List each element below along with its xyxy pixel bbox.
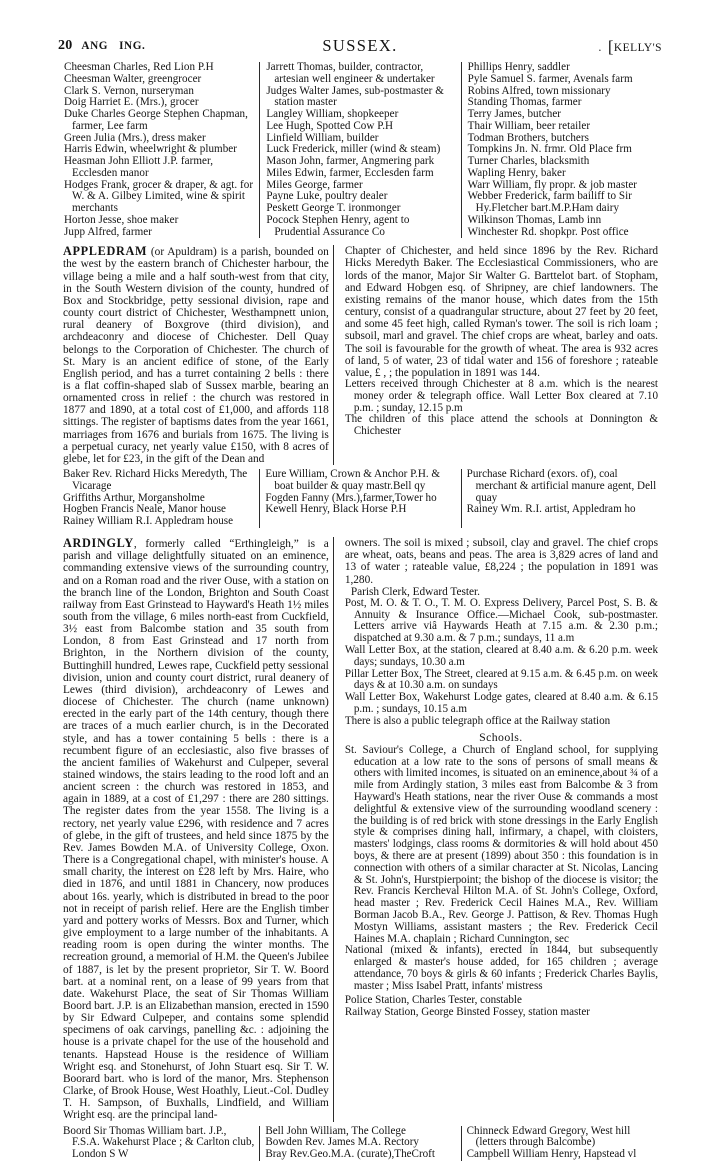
list-item: Griffiths Arthur, Morgansholme	[63, 491, 205, 504]
section-spacer	[58, 238, 662, 245]
schools-heading: Schools.	[479, 729, 523, 744]
page-number: 20	[58, 38, 73, 53]
list-item: Luck Frederick, miller (wind & steam)	[266, 143, 441, 156]
list-item: Boord Sir Thomas William bart. J.P., F.S.A. Wakehurst Place ; & Carlton club, London S W	[63, 1124, 255, 1161]
list-item: Rainey William R.I. Appledram house	[63, 515, 234, 528]
appledram-body-right: Chapter of Chichester, and held since 1896 by the Rev. Richard Hicks Meredyth Baker. The Ecclesiastical Commissioners, who are lords of the manor, Major Sir Walter G. Barttelot bart. of Stopham, and Edward Hobgen esq. of Shripney, are chief landowners. The existing remains of the manor house, which dates from the 15th century, consist of a quadrangular structure, about 27 feet by 20 feet, and some 45 feet high, called Ryman's tower. The soil is rich loam ; subsoil, marl and gravel. The chief crops are wheat, barley and oats. The soil is favourable for the growth of wheat. The area is 932 acres of land, 5 of water, 23 of tidal water and 156 of foreshore ; rateable value, £ , ; the population in 1891 was 144.	[344, 245, 658, 379]
appledram-private-residents	[58, 469, 259, 528]
angmering-trades-directory	[58, 62, 662, 238]
ardingly-police-station: Police Station, Charles Tester, constable	[344, 994, 522, 1007]
ardingly-section	[58, 537, 662, 1122]
list-item: Hogben Francis Neale, Manor house	[63, 503, 226, 516]
list-item: Pocock Stephen Henry, agent to Prudential Assurance Co	[266, 213, 410, 238]
list-item: Warr William, fly propr. & job master	[467, 178, 638, 191]
ardingly-telegraph-office: There is also a public telegraph office at the Railway station	[344, 714, 611, 727]
list-item: Robins Alfred, town missionary	[467, 84, 611, 97]
bracket-glyph: [	[607, 37, 614, 56]
list-item: Green Julia (Mrs.), dress maker	[64, 131, 206, 144]
ardingly-railway-station: Railway Station, George Binsted Fossey, station master	[344, 1006, 590, 1019]
list-item: Lee Hugh, Spotted Cow P.H	[266, 119, 394, 132]
section-spacer	[58, 528, 662, 537]
trades-column-3	[461, 62, 662, 238]
list-item: Duke Charles George Stephen Chapman, farmer, Lee farm	[64, 108, 248, 132]
appledram-description-left	[58, 245, 333, 465]
ardingly-post-office: Post, M. O. & T. O., T. M. O. Express Delivery, Parcel Post, S. B. & Annuity & Insurance Office.—Michael Cook, sub-postmaster. Letters arrive viâ Haywards Heath at 7.15 a.m. & 2.30 p.m.; dispatched at 9.30 a.m. & 7 p.m.; sundays, 11 a.m	[344, 596, 658, 645]
entry-headword: APPLEDRAM	[63, 244, 148, 259]
ardingly-private-column-1	[58, 1126, 259, 1161]
list-item: Miles George, farmer	[266, 178, 363, 191]
running-head-label-a: ANG	[81, 40, 109, 52]
list-item: Jarrett Thomas, builder, contractor, artesian well engineer & undertaker	[266, 61, 435, 85]
list-item: Linfield William, builder	[266, 131, 379, 144]
ardingly-description-left	[58, 537, 333, 1122]
ardingly-private-column-3	[461, 1126, 662, 1161]
list-item: Wilkinson Thomas, Lamb inn	[467, 213, 602, 226]
list-item: Purchase Richard (exors. of), coal merchant & artificial manure agent, Dell quay	[466, 468, 657, 504]
appledram-section	[58, 245, 662, 465]
list-item: Rainey Wm. R.I. artist, Appledram ho	[466, 503, 636, 516]
appledram-commercial-column-1	[259, 469, 460, 528]
list-item: Peskett George T. ironmonger	[266, 202, 401, 214]
list-item: Harris Edwin, wheelwright & plumber	[64, 143, 238, 156]
list-item: Bell John William, The College	[265, 1124, 406, 1137]
list-item: Langley William, shopkeeper	[266, 108, 399, 120]
list-item: Todman Brothers, butchers	[467, 131, 589, 144]
running-head-label-b: ING.	[119, 40, 146, 52]
list-item: Thair William, beer retailer	[467, 119, 591, 132]
page-title: SUSSEX.	[322, 36, 398, 55]
list-item: Standing Thomas, farmer	[467, 96, 582, 109]
list-item: Winchester Rd. shopkpr. Post office	[467, 225, 629, 238]
ardingly-pillar-letter-box: Pillar Letter Box, The Street, cleared at 9.15 a.m. & 6.45 p.m. on week days & at 10.30 a.m. on sundays	[344, 667, 658, 692]
ardingly-private-column-2	[259, 1126, 460, 1161]
list-item: Tompkins Jn. N. frmr. Old Place frm	[467, 143, 632, 156]
list-item: Phillips Henry, saddler	[467, 61, 570, 73]
ardingly-wall-letter-box-lodge: Wall Letter Box, Wakehurst Lodge gates, cleared at 8.40 a.m. & 6.15 p.m. ; sundays, 10.15 a.m	[344, 691, 658, 715]
list-item: Horton Jesse, shoe maker	[64, 213, 179, 226]
ardingly-text-column-right	[333, 537, 662, 1122]
ardingly-national-school: National (mixed & infants), erected in 1844, but subsequently enlarged & master's house added, for 165 children ; average attendance, 70 boys & girls & 60 infants ; Frederick Charles Baylis, master ; Miss Isabel Pratt, infants' mistress	[344, 944, 658, 992]
list-item: Webber Frederick, farm bailiff to Sir Hy.Fletcher bart.M.P.Ham dairy	[467, 190, 632, 214]
entry-headword: ARDINGLY	[63, 536, 134, 551]
list-item: Hodges Frank, grocer & draper, & agt. for W. & A. Gilbey Limited, wine & spirit merchants	[64, 178, 254, 214]
list-item: Kewell Henry, Black Horse P.H	[265, 503, 407, 516]
list-item: Pyle Samuel S. farmer, Avenals farm	[467, 72, 633, 85]
list-item: Doig Harriet E. (Mrs.), grocer	[64, 96, 199, 109]
list-item: Fogden Fanny (Mrs.),farmer,Tower ho	[265, 491, 437, 504]
appledram-residents-directory	[58, 469, 662, 528]
list-item: Jupp Alfred, farmer	[64, 225, 152, 238]
list-item: Bowden Rev. James M.A. Rectory	[265, 1136, 419, 1149]
list-item: Cheesman Walter, greengrocer	[64, 72, 202, 85]
appledram-schools-note: The children of this place attend the schools at Donnington & Chichester	[344, 413, 658, 438]
running-head	[58, 36, 662, 62]
list-item: Turner Charles, blacksmith	[467, 155, 590, 167]
list-item: Miles Edwin, farmer, Ecclesden farm	[266, 166, 434, 179]
ardingly-wall-letter-box-station: Wall Letter Box, at the station, cleared at 8.40 a.m. & 6.20 p.m. week days; sundays, 10.30 a.m	[344, 644, 658, 668]
appledram-text-column-right	[333, 245, 662, 465]
trades-column-1	[58, 62, 259, 238]
list-item: Heasman John Elliott J.P. farmer, Ecclesden manor	[64, 155, 214, 179]
ardingly-body-right: owners. The soil is mixed ; subsoil, clay and gravel. The chief crops are wheat, oats, beans and peas. The area is 3,829 acres of land and 13 of water ; rateable value, £8,224 ; the population in 1891 was 1,280.	[344, 537, 658, 586]
list-item: Clark S. Vernon, nurseryman	[64, 84, 194, 97]
ardingly-text-column-left	[58, 537, 333, 1122]
list-item: Judges Walter James, sub-postmaster & station master	[266, 84, 444, 109]
list-item: Mason John, farmer, Angmering park	[266, 155, 435, 167]
ardingly-st-saviours-college: St. Saviour's College, a Church of England school, for supplying education at a low rate to the sons of persons of small means & others with limited incomes, is situated on an eminence,about ¾ of a mile from Ardingly station, 3 miles east from Balcombe & 3 from Hayward's Heath stations, near the river Ouse & commands a most delightful & extensive view of the surrounding woodland scenery : the building is of red brick with stone dressings in the Early English style & comprises dining hall, infirmary, a chapel, with cloisters, masters' lodgings, class rooms & dormitories & will hold about 450 boys, & there are at present (1899) about 350 : this foundation is in connection with others of a similar character at St. Nicolas, Lancing & St. John's, Hurstpierpoint; the bishop of the diocese is visitor; the Rev. Francis Kercheval Hilton M.A. of St. John's College, Oxford, head master ; Rev. Frederick Cecil Haines M.A., Rev. William Borman Jacob B.A., Rev. George J. Pattison, & Rev. Thomas Hugh Mostyn Williams, assistant masters ; the Rev. Frederick Cecil Haines M.A. chaplain ; Richard Cunnington, sec	[344, 743, 658, 945]
list-item: Payne Luke, poultry dealer	[266, 190, 388, 203]
list-item: Eure William, Crown & Anchor P.H. & boat builder & quay mastr.Bell qy	[265, 468, 441, 492]
publisher-label: KELLY'S	[613, 42, 662, 54]
appledram-body-left: (or Apuldram) is a parish, bounded on the west by the eastern branch of Chichester harbour, the village being a mile and a half south-west from that city, in the South Western division of the county, hundred of Box and Stockbridge, petty sessional division, rape and county court district of Chichester, Westhampnett union, rural deanery of Boxgrove (third division), and archdeaconry and diocese of Chichester. Dell Quay belongs to the Corporation of Chichester. The church of St. Mary is an ancient edifice of stone, of the Early English period, and has a turret containing 2 bells : there is a flat coffin-shaped slab of Sussex marble, bearing an ornamented cross in relief : the church was restored in 1877 and 1890, at a total cost of £1,000, and affords 118 sittings. The register of baptisms dates from the year 1661, marriages from 1676 and burials from 1675. The living is a perpetual curacy, net yearly value £150, with 8 acres of glebe, let for £23, in the gift of the Dean and	[63, 246, 329, 465]
list-item: Terry James, butcher	[467, 108, 562, 120]
trades-column-2	[259, 62, 460, 238]
ardingly-parish-clerk: Parish Clerk, Edward Tester.	[350, 585, 480, 598]
list-item: Wapling Henry, baker	[467, 166, 566, 179]
running-head-right	[598, 37, 662, 57]
list-item: Chinneck Edward Gregory, West hill (letters through Balcombe)	[466, 1124, 631, 1149]
ardingly-residents-directory	[58, 1126, 662, 1161]
appledram-commercial-column-2	[461, 469, 662, 528]
list-item: Campbell William Henry, Hapstead vl	[466, 1148, 637, 1161]
appledram-text-column-left	[58, 245, 333, 465]
list-item: Bray Rev.Geo.M.A. (curate),TheCroft	[265, 1148, 435, 1161]
stray-mark: .	[598, 39, 602, 54]
appledram-post-info: Letters received through Chichester at 8 a.m. which is the nearest money order & telegraph office. Wall Letter Box cleared at 7.10 p.m. ; sunday, 12.15 p.m	[344, 377, 658, 414]
ardingly-body-left: , formerly called “Erthingleigh,” is a parish and village delightfully situated on an eminence, commanding extensive views of the surrounding country, and on a Roman road and the river Ouse, with a station on the branch line of the London, Brighton and South Coast railway from East Grinstead to Hayward's Heath 1½ miles south from the village, 6 miles north-east from Cuckfield, 3½ east from Balcombe station and 35 south from London, 8 from East Grinstead and 17 north from Brighton, in the Northern division of the county, Buttinghill hundred, Lewes rape, Cuckfield petty sessional division, union and county court district, rural deanery of Lewes (third division), archdeaconry of Lewes and diocese of Chichester. The church (name unknown) erected in the early part of the 14th century, though there are traces of a much earlier church, is in the Decorated style, and has a tower containing 5 bells : there is a recumbent figure of an ecclesiastic, also five brasses of the ancient families of Wakehurst and Culpeper, several stained windows, the stairs leading to the rood loft and an ancient screen : the church was restored in 1853, and again in 1889, at a cost of £1,297 : there are 280 sittings. The register dates from the year 1558. The living is a rectory, net yearly value £296, with residence and 7 acres of glebe, in the gift of trustees, and held since 1875 by the Rev. James Bowden M.A. of University College, Oxon. There is a Congregational chapel, with minister's house. A small charity, the interest on £28 left by Mrs. Haire, who died in 1876, and until 1881 in Chancery, now produces about 16s. yearly, which is distributed in bread to the poor not in receipt of parish relief. Here are the English timber yard and pottery works of Messrs. Box and Turner, which give employment to a large number of the inhabitants. A reading room is open during the winter months. The recreation ground, a memorial of H.M. the Queen's Jubilee of 1887, is let by the present proprietor, Sir T. W. Boord bart. at a nominal rent, on a lease of 99 years from that date. Wakehurst Place, the seat of Sir Thomas William Boord bart. J.P. is an Elizabethan mansion, erected in 1590 by Sir Edward Culpeper, and contains some splendid specimens of oak carvings, panelling &c. : adjoining the house is a private chapel for the use of the household and tenants. Hapstead House is the residence of William Wright esq. and Stonehurst, of John Stuart esq. Sir T. W. Boorard bart. who is lord of the manor, Mrs. Stephenson Clarke, of Brook House, West Hoathly, Lieut.-Col. Dudley T. H. Sampson, of Buxhalls, Lindfield, and William Wright esq. are the principal land-	[63, 538, 329, 1122]
list-item: Baker Rev. Richard Hicks Meredyth, The Vicarage	[63, 468, 248, 492]
list-item: Cheesman Charles, Red Lion P.H	[64, 61, 214, 73]
